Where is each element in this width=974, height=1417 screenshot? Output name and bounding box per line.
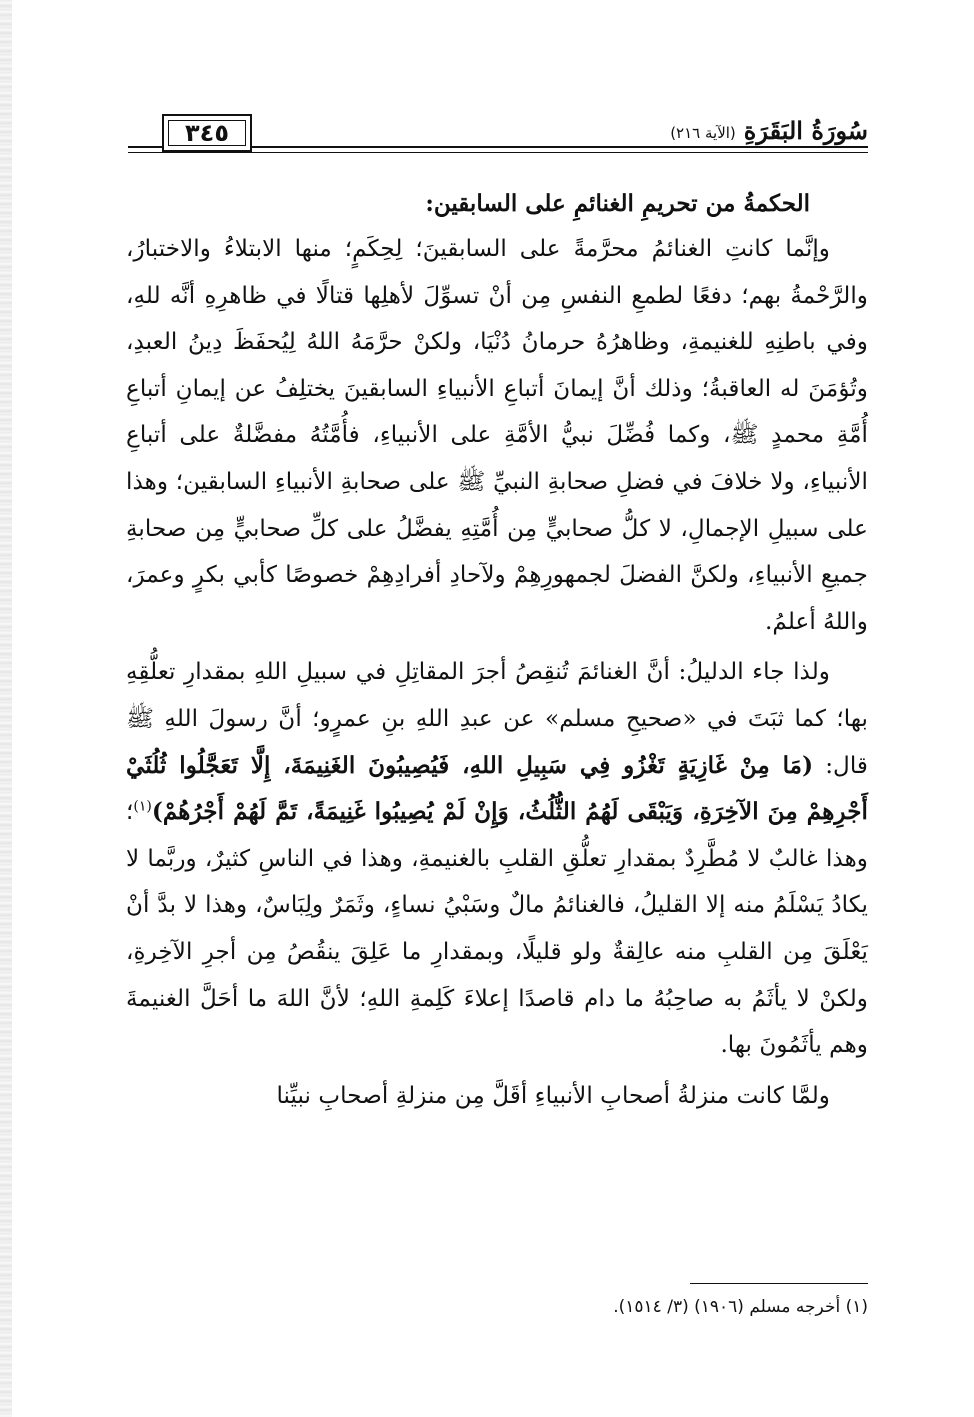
page-number: ٣٤٥: [185, 119, 229, 147]
footnote-marker: (١): [133, 798, 152, 815]
footnote: (١) أخرجه مسلم (١٩٠٦) (٣/ ١٥١٤).: [613, 1297, 868, 1317]
paragraph-3: ولمَّا كانت منزلةُ أصحابِ الأنبياءِ أقَلَّ مِن منزلةِ أصحابِ نبيِّنا: [276, 1081, 830, 1109]
verse-reference: (الآية ٢١٦): [670, 124, 736, 142]
scan-edge-shadow: [0, 0, 12, 1417]
footnote-separator: [690, 1283, 868, 1284]
main-text: [126, 182, 868, 1119]
paragraph-2: [126, 649, 868, 1068]
paragraph-2-rest: ؛ وهذا غالبٌ لا مُطَّرِدٌ بمقدارِ تعلُّقِ القلبِ بالغنيمةِ، وهذا في الناسِ كثيرٌ، وربَّما لا يكادُ يَسْلَمُ منه إلا القليلُ، فالغنائمُ مالٌ وسَبْيُ نساءٍ، وثَمَرٌ ولِبَاسٌ، وهذا لا بدَّ أنْ يَعْلَقَ مِن القلبِ منه عالِقةٌ ولو قليلًا، وبمقدارِ ما عَلِقَ ينقُصُ مِن أجرِ الآخِرةِ، ولكنْ لا يأثَمُ به صاحِبُهُ ما دام قاصدًا إعلاءَ كَلِمةِ اللهِ؛ لأنَّ اللهَ ما أحَلَّ الغنيمةَ وهم يأثَمُونَ بها.: [126, 798, 868, 1059]
section-heading: الحكمةُ من تحريمِ الغنائمِ على السابقين:: [425, 190, 810, 217]
hadith-quote: (مَا مِنْ غَازِيَةٍ تَغْزُو فِي سَبِيلِ اللهِ، فَيُصِيبُونَ الغَنِيمَةَ، إِلَّا تَعَجَّلُوا ثُلُثَيْ أَجْرِهِمْ مِنَ الآخِرَةِ، وَيَبْقَى لَهُمُ الثُّلُثُ، وَإِنْ لَمْ يُصِيبُوا غَنِيمَةً، تَمَّ لَهُمْ أَجْرُهُمْ): [126, 751, 868, 826]
page-header: [128, 112, 868, 160]
paragraph-1: وإنَّما كانتِ الغنائمُ محرَّمةً على السابقينَ؛ لِحِكَمٍ؛ منها الابتلاءُ والاختبارُ، والرَّحْمةُ بهم؛ دفعًا لطمعِ النفسِ مِن أنْ تسوِّلَ لأهلِها قتالًا في ظاهرِهِ أنَّه للهِ، وفي باطنِهِ للغنيمةِ، وظاهرُهُ حرمانُ دُنْيَا، ولكنْ حرَّمَهُ اللهُ لِيُحفَظَ دِينُ العبدِ، وتُؤمَنَ له العاقبةُ؛ وذلك أنَّ إيمانَ أتباعِ الأنبياءِ السابقينَ يختلِفُ عن إيمانِ أتباعِ أُمَّةِ محمدٍ ﷺ، وكما فُضِّلَ نبيُّ الأمَّةِ على الأنبياءِ، فأُمَّتُهُ مفضَّلةٌ على أتباعِ الأنبياءِ، ولا خلافَ في فضلِ صحابةِ النبيِّ ﷺ على صحابةِ الأنبياءِ السابقين؛ وهذا على سبيلِ الإجمالِ، لا كلُّ صحابيٍّ مِن أُمَّتِهِ يفضَّلُ على كلِّ صحابيٍّ مِن صحابةِ جميعِ الأنبياءِ، ولكنَّ الفضلَ لجمهورِهِمْ ولآحادِ أفرادِهِمْ خصوصًا كأبي بكرٍ وعمرَ، واللهُ أعلمُ.: [126, 235, 868, 635]
surah-name: سُورَةُ البَقَرَةِ: [743, 116, 868, 145]
paragraph-2-intro: ولذا جاء الدليلُ: أنَّ الغنائمَ تُنقِصُ أجرَ المقاتِلِ في سبيلِ اللهِ بمقدارِ تعلُّقِهِ بها؛ كما ثبَتَ في «صحيحِ مسلم» عن عبدِ اللهِ بنِ عمرٍو؛ أنَّ رسولَ اللهِ ﷺ قال:: [126, 658, 869, 779]
running-head: [660, 112, 868, 146]
header-rule-thin: [128, 152, 868, 153]
page-number-frame: [162, 114, 252, 152]
